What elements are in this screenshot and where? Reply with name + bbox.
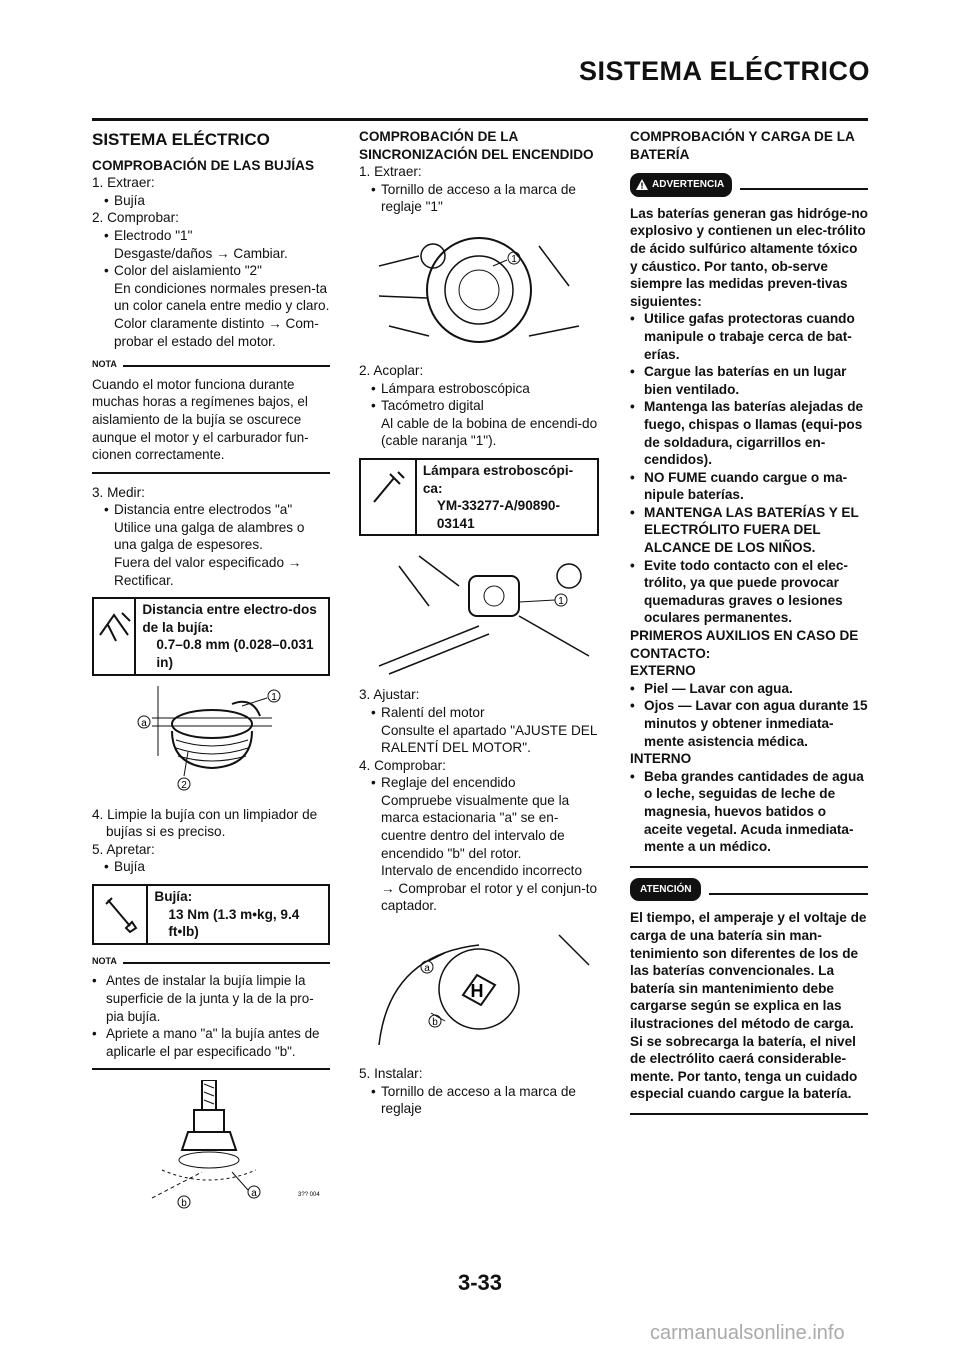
bullet: • Bujía — [92, 858, 330, 876]
bullet: • Lámpara estroboscópica — [359, 380, 599, 398]
warning-header — [630, 173, 868, 197]
warning-item: • Cargue las baterías en un lugar bien ventilado. — [630, 363, 868, 398]
tool-title: Lámpara estroboscópi-ca: — [422, 462, 574, 496]
tool-value: YM-33277-A/90890-03141 — [436, 498, 560, 531]
note-box — [92, 356, 330, 474]
label-a: a — [424, 963, 430, 975]
bullet: • Reglaje del encendido — [359, 774, 599, 792]
warning-item: • MANTENGA LAS BATERÍAS Y EL ELECTRÓLITO FUERA DEL ALCANCE DE LOS NIÑOS. — [630, 504, 868, 557]
detail: Desgaste/daños → Cambiar. — [114, 245, 288, 261]
spec-box-gap — [92, 597, 330, 675]
step: 3. Medir: — [92, 484, 145, 500]
label-1: 1 — [558, 596, 564, 608]
spec-box-torque — [92, 884, 330, 945]
note-bullet: • Antes de instalar la bujía limpie la superficie de la junta y la de la pro-pia bujía. — [92, 972, 330, 1025]
step: 2. Acoplar: — [359, 362, 424, 378]
step: 4. Limpie la bujía con un limpiador de bujías si es preciso. — [92, 806, 318, 840]
wrench-icon — [94, 886, 148, 943]
step: 5. Instalar: — [359, 1066, 423, 1082]
warning-end-rule — [630, 866, 868, 868]
note-bullet: • Apriete a mano "a" la bujía antes de aplicarle el par especificado "b". — [92, 1025, 330, 1060]
spec-title: Distancia entre electro-dos de la bujía: — [142, 602, 317, 635]
external-heading: EXTERNO — [630, 663, 696, 679]
bullet: • Electrodo "1" — [92, 227, 330, 245]
note-label: NOTA — [92, 359, 117, 370]
step: 1. Extraer: — [359, 164, 422, 180]
warning-label: ADVERTENCIA — [652, 179, 725, 191]
bullet: • Distancia entre electrodos "a" — [92, 501, 330, 519]
bullet: • Tornillo de acceso a la marca de reglaje "1" — [359, 181, 599, 216]
figure-code: 3?? 004 — [298, 1192, 320, 1199]
bullet: • Tornillo de acceso a la marca de reglaje — [359, 1083, 599, 1118]
warning-body — [630, 205, 868, 856]
tool-icon — [361, 460, 417, 534]
internal-heading: INTERNO — [630, 751, 692, 767]
bullet: • Tacómetro digital — [359, 397, 599, 415]
note-box — [92, 953, 330, 1071]
label-b: b — [432, 1017, 438, 1029]
note-text: Cuando el motor funciona durante muchas horas a regímenes bajos, el aislamiento de la bujía se oscurece aunque el motor y el carburador fun-cionen correctamente. — [92, 376, 309, 463]
spark-plug-gap-figure — [92, 686, 330, 796]
label-1: 1 — [271, 691, 277, 703]
watermark: carmanualsonline.info — [650, 1322, 845, 1344]
external-item: • Ojos — Lavar con agua durante 15 minutos y obtener inmediata-mente asistencia médica. — [630, 697, 868, 750]
timing-mark-figure — [359, 925, 599, 1055]
caution-label: ATENCIÓN — [630, 878, 701, 902]
bullet: • Color del aislamiento "2" — [92, 262, 330, 280]
spec-title: Bujía: — [154, 889, 193, 904]
heading-ignition-timing: COMPROBACIÓN DE LA SINCRONIZACIÓN DEL ENCENDIDO — [359, 129, 594, 162]
detail: Utilice una galga de alambres o una galga de espesores. — [114, 519, 305, 553]
step: 5. Apretar: — [92, 841, 155, 857]
step: 2. Comprobar: — [92, 210, 179, 226]
external-item: • Piel — Lavar con agua. — [630, 680, 868, 698]
warning-item: • Utilice gafas protectoras cuando manipule o trabaje cerca de bat-erías. — [630, 310, 868, 363]
label-1: 1 — [511, 253, 517, 265]
note-label: NOTA — [92, 955, 117, 966]
first-aid-heading: PRIMEROS AUXILIOS EN CASO DE CONTACTO: — [630, 628, 859, 661]
column-3 — [630, 128, 868, 1125]
heading-spark-plugs: COMPROBACIÓN DE LAS BUJÍAS — [92, 157, 315, 173]
detail: Consulte el apartado "AJUSTE DEL RALENTÍ DEL MOTOR". — [381, 722, 597, 756]
bullet: • Ralentí del motor — [359, 704, 599, 722]
detail: Al cable de la bobina de encendi-do (cable naranja "1"). — [381, 415, 598, 449]
detail: Fuera del valor especificado → Rectificar. — [114, 555, 302, 588]
section-title: SISTEMA ELÉCTRICO — [92, 130, 270, 149]
column-1 — [92, 128, 330, 1220]
warning-item: • Mantenga las baterías alejadas de fuego, chispas o llamas (equi-pos de soldadura, cigarrillos en-cendidos). — [630, 398, 868, 468]
page-header-title: SISTEMA ELÉCTRICO — [578, 56, 870, 86]
page-number: 3-33 — [457, 1270, 503, 1295]
label-a: a — [251, 1188, 257, 1200]
caution-text: El tiempo, el amperaje y el voltaje de carga de una batería sin man-tenimiento son diferentes de los de las baterías convencionales. La batería sin mantenimiento debe cargarse según se explica en las ilustraciones del método de carga. Si se sobrecarga la batería, el nivel de electrólito caerá considerable-mente. Por tanto, tenga un cuidado especial cuando cargue la batería. — [630, 910, 867, 1102]
warning-badge — [630, 173, 732, 197]
timing-access-figure — [359, 226, 599, 352]
warning-intro: Las baterías generan gas hidróge-no explosivo y contienen un elec-trólito de ácido sulfúrico altamente tóxico y cáustico. Por tanto, ob-serve siempre las medidas preven-tivas siguientes: — [630, 205, 868, 309]
strobe-connection-figure — [359, 546, 599, 676]
step: 3. Ajustar: — [359, 687, 420, 703]
header-rule — [92, 118, 868, 121]
warning-item: • NO FUME cuando cargue o ma-nipule baterías. — [630, 469, 868, 504]
spark-plug-install-figure — [92, 1080, 330, 1210]
detail: Compruebe visualmente que la marca estacionaria "a" se en-cuentre dentro del intervalo de encendido "b" del rotor. — [381, 792, 570, 861]
heading-battery: COMPROBACIÓN Y CARGA DE LA BATERÍA — [630, 129, 855, 162]
detail: En condiciones normales presen-ta un color canela entre medio y claro. — [114, 280, 330, 314]
caution-header — [630, 878, 868, 902]
spec-value: 0.7–0.8 mm (0.028–0.031 in) — [156, 637, 314, 671]
caution-end-rule — [630, 1113, 868, 1115]
spec-value: 13 Nm (1.3 m•kg, 9.4 ft•lb) — [168, 906, 300, 940]
label-2: 2 — [181, 779, 187, 791]
warning-triangle-icon — [636, 179, 648, 190]
warning-item: • Evite todo contacto con el elec-trólito, ya que puede provocar quemaduras graves o lesiones oculares permanentes. — [630, 557, 868, 627]
gauge-icon — [94, 599, 136, 673]
label-b: b — [181, 1198, 187, 1210]
detail: Color claramente distinto → Com-probar el estado del motor. — [114, 315, 319, 349]
label-a: a — [141, 717, 147, 729]
internal-item: • Beba grandes cantidades de agua o leche, seguidas de leche de magnesia, huevos batidos o aceite vegetal. Acuda inmediata-mente a un médico. — [630, 768, 868, 856]
detail: Intervalo de encendido incorrecto → Comprobar el rotor y el conjun-to captador. — [381, 863, 598, 914]
column-2 — [359, 128, 599, 1118]
step: 1. Extraer: — [92, 175, 155, 191]
timing-h-mark: H — [470, 981, 484, 1002]
step: 4. Comprobar: — [359, 757, 446, 773]
tool-box-strobe — [359, 458, 599, 536]
bullet: • Bujía — [92, 192, 330, 210]
